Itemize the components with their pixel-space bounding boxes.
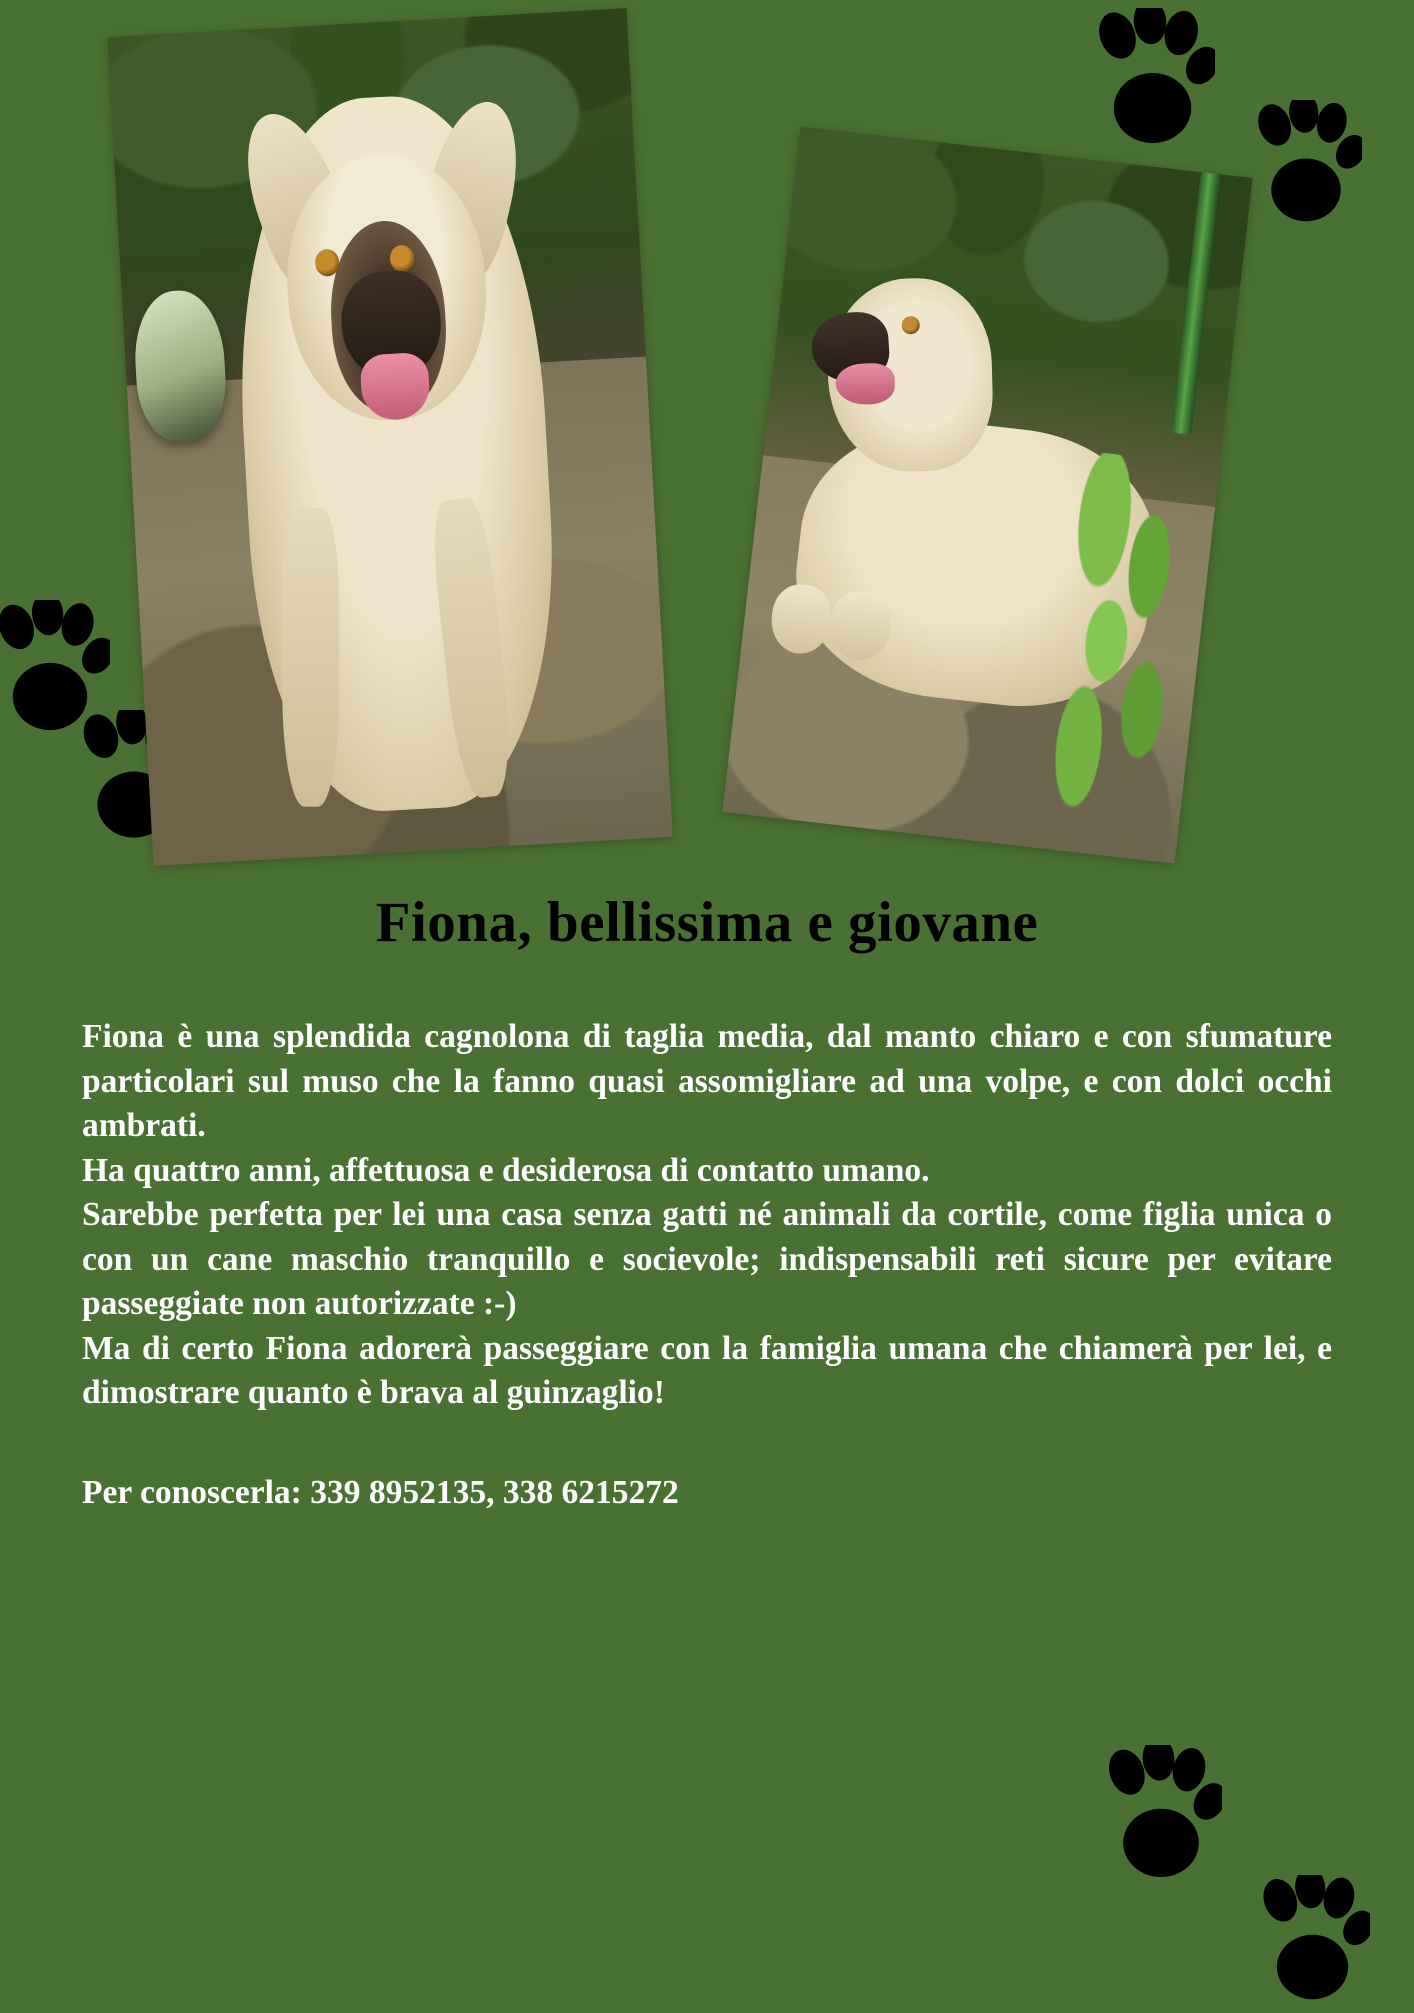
description-text xyxy=(82,1015,1332,1416)
paragraph-intro: Fiona è una splendida cagnolona di taglia media, dal manto chiaro e con sfumature particolari sul muso che la fanno quasi assomigliare ad una volpe, e con dolci occhi ambrati. xyxy=(82,1018,1332,1145)
dog-photo-standing xyxy=(107,8,673,866)
page-title: Fiona, bellissima e giovane xyxy=(375,891,1039,954)
dog-front-leg-left xyxy=(282,508,340,807)
dog-photo-lying xyxy=(722,126,1252,863)
paragraph-home-requirements: Sarebbe perfetta per lei una casa senza gatti né animali da cortile, come figlia unica o con un cane maschio tranquillo e socievole; indispensabili reti sicure per evitare passeggiate non autorizzate :-) xyxy=(82,1196,1332,1323)
photo-collage xyxy=(0,0,1414,900)
paw-print-icon xyxy=(1100,1745,1222,1892)
contact-info: Per conoscerla: 339 8952135, 338 6215272 xyxy=(82,1473,679,1511)
paw-print-icon xyxy=(1255,1875,1370,2013)
paragraph-walks: Ma di certo Fiona adorerà passeggiare con la famiglia umana che chiamerà per lei, e dimostrare quanto è brava al guinzaglio! xyxy=(82,1329,1332,1412)
paragraph-age: Ha quattro anni, affettuosa e desiderosa di contatto umano. xyxy=(82,1151,930,1189)
